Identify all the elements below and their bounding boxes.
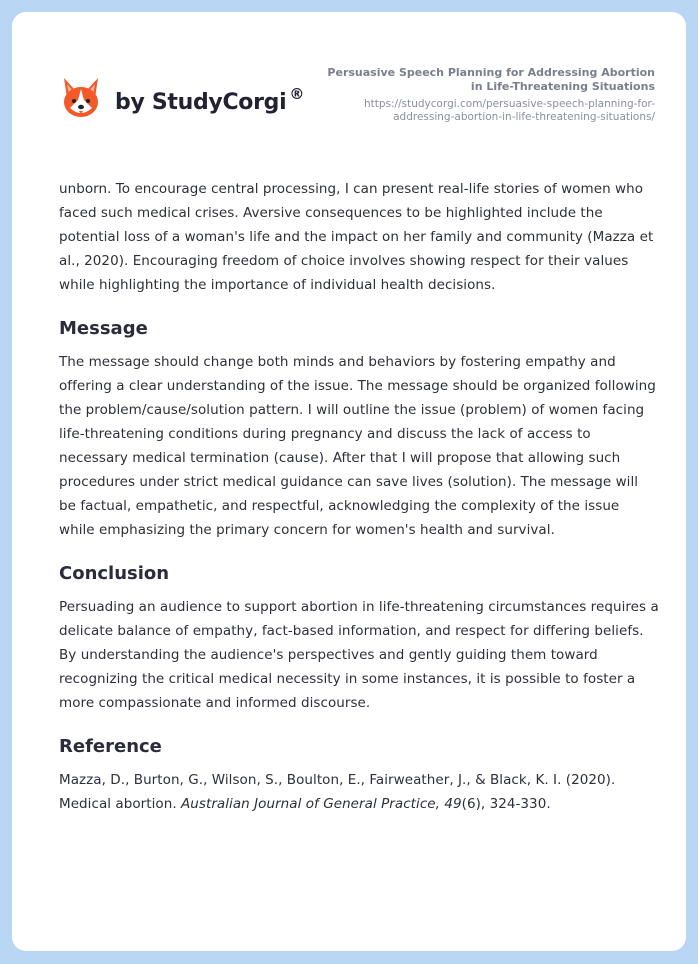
conclusion-paragraph: Persuading an audience to support abortion in life-threatening circumstances requires a delicate balance of empathy, fact-based information, and respect for differing beliefs. By understanding the audience's perspectives and gently guiding them toward recognizing the critical medical necessity in some instances, it is possible to foster a more compassionate and informed discourse.: [59, 599, 659, 711]
intro-paragraph: unborn. To encourage central processing, I can present real-life stories of women who faced such medical crises. Aversive consequences to be highlighted include the potential loss of a woman's life and the impact on her family and community (Mazza et al., 2020). Encouraging freedom of choice involves showing respect for their values while highlighting the importance of individual health decisions.: [59, 181, 654, 293]
reference-heading: Reference: [59, 736, 162, 757]
message-paragraph: The message should change both minds and behaviors by fostering empathy and offering a clear understanding of the issue. The message should be organized following the problem/cause/solution pattern. I will outline the issue (problem) of women facing life-threatening conditions during pregnancy and discuss the lack of access to necessary medical termination (cause). After that I will propose that allowing such procedures under strict medical guidance can save lives (solution). The message will be factual, empathetic, and respectful, acknowledging the complexity of the issue while emphasizing the primary concern for women's health and survival.: [59, 354, 656, 538]
reference-entry: [59, 768, 659, 816]
studycorgi-logo[interactable]: [61, 76, 304, 120]
document-page: [12, 12, 686, 951]
reference-authors-title: Mazza, D., Burton, G., Wilson, S., Boulton, E., Fairweather, J., & Black, K. I. (2020). Medical abortion.: [59, 772, 616, 812]
reference-issue-pages: (6), 324-330.: [461, 796, 551, 812]
document-title: Persuasive Speech Planning for Addressing Abortion in Life-Threatening Situations: [327, 66, 655, 93]
reference-journal: Australian Journal of General Practice, 49: [181, 796, 462, 812]
message-heading: Message: [59, 318, 148, 339]
document-url[interactable]: https://studycorgi.com/persuasive-speech-planning-for-addressing-abortion-in-life-threatening-situations/: [363, 98, 655, 123]
brand-name: by StudyCorgi ®: [115, 85, 305, 115]
document-body: [59, 177, 659, 816]
corgi-icon: [61, 76, 101, 120]
conclusion-heading: Conclusion: [59, 563, 170, 584]
document-header: [315, 66, 655, 124]
registered-mark: ®: [289, 85, 305, 103]
